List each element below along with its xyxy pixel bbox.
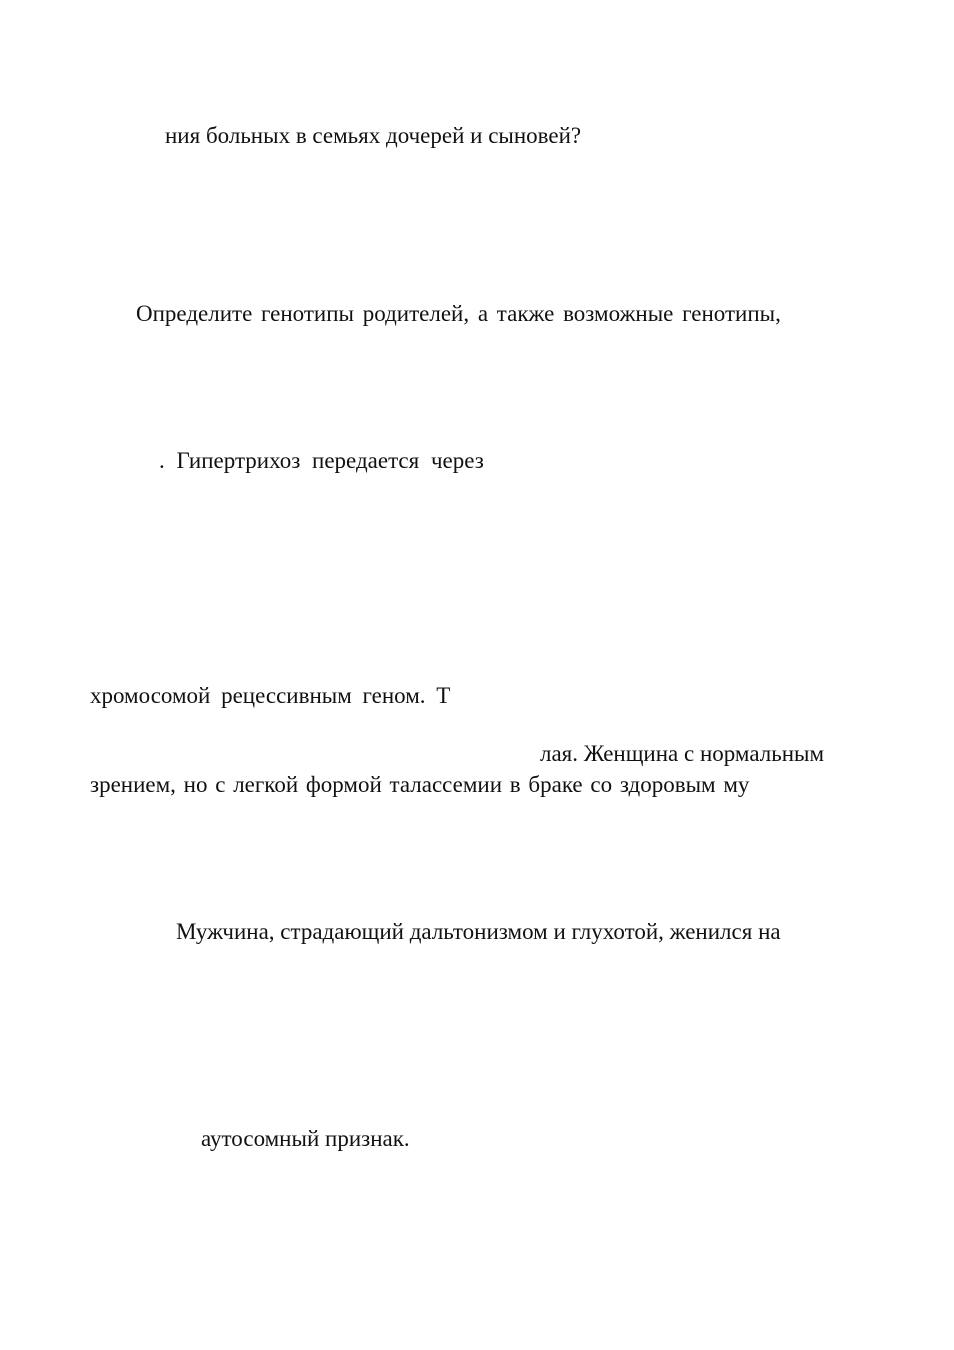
text-line: зрением, но с легкой формой талассемии в браке со здоровым му (90, 772, 750, 797)
text-line: ния больных в семьях дочерей и сыновей? (165, 123, 582, 148)
text-line: хромосомой рецессивным геном. Т (90, 683, 451, 708)
text-line: лая. Женщина с нормальным (540, 741, 825, 766)
text-line: . Гипертрихоз передается через (159, 448, 484, 473)
text-line: Определите генотипы родителей, а также возможные генотипы, (136, 301, 781, 326)
text-line: Мужчина, страдающий дальтонизмом и глухотой, женился на (176, 919, 781, 944)
text-line: аутосомный признак. (201, 1126, 410, 1151)
